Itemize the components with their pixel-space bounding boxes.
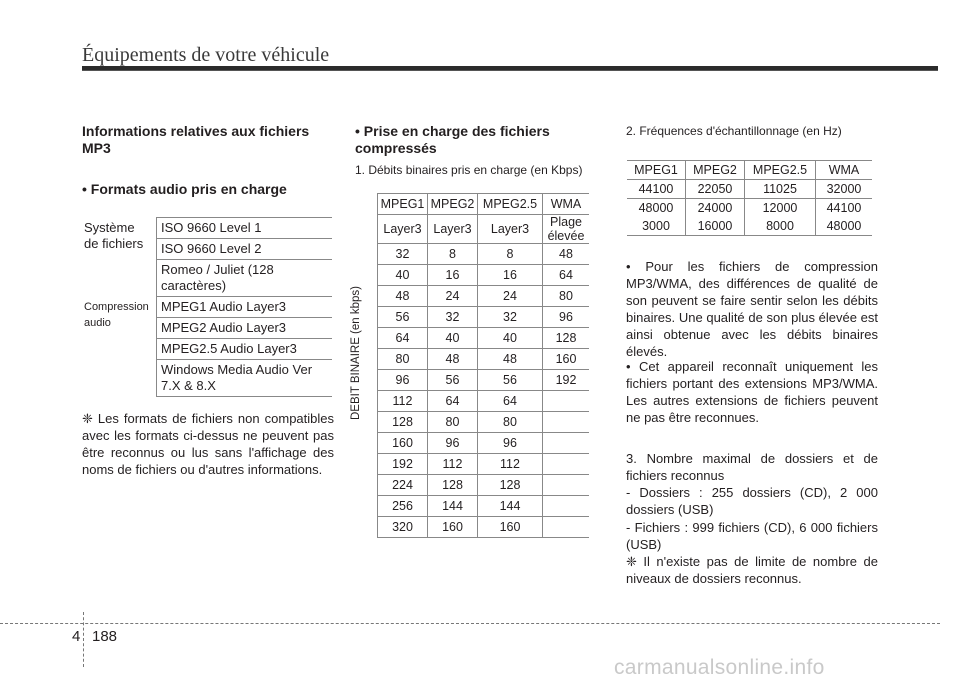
bitrates-header-row [378,194,590,215]
bitrate-row [378,391,590,412]
bitrate-axis-label: DEBIT BINAIRE (en kbps) [350,286,362,420]
footer-dashed-rule [0,623,940,624]
audio-formats-heading: • Formats audio pris en charge [82,181,287,197]
bitrate-cell: 16 [478,265,543,286]
column-header: MPEG2.5 [745,161,816,180]
bitrate-cell: 64 [428,391,478,412]
column-subheader: Layer3 [378,215,428,244]
compressed-files-heading: • Prise en charge des fichiers compressés [355,123,550,156]
freq-cell: 12000 [745,199,816,218]
format-row: ISO 9660 Level 2 [157,239,333,260]
header-rule-thin [82,70,938,71]
bitrate-cell: 192 [543,370,590,391]
bitrate-cell: 40 [378,265,428,286]
format-row: ISO 9660 Level 1 [157,218,333,239]
bitrate-cell: 128 [428,475,478,496]
bitrate-row [378,328,590,349]
bitrate-row [378,475,590,496]
freq-row [627,180,872,199]
bitrate-row [378,286,590,307]
category-audio-compression: Compression audio [84,300,149,329]
column-header: MPEG1 [627,161,686,180]
bitrate-cell: 112 [478,454,543,475]
bitrate-cell: 64 [543,265,590,286]
column-header: MPEG1 [378,194,428,215]
incompatible-formats-note: ❈ Les formats de fichiers non compatibles avec les formats ci-dessus ne peuvent pas être reconnus ou lus sans l'affichage des noms de fichiers ou d'autres informations. [82,411,334,477]
mp3-info-heading: Informations relatives aux fichiers MP3 [82,123,310,156]
bitrate-cell [543,475,590,496]
bitrate-row [378,244,590,265]
column-subheader: Layer3 [428,215,478,244]
bitrate-quality-bullet: • Pour les fichiers de compression MP3/WMA, des différences de qualité de son peuvent se faire sentir selon les débits binaires. Une qualité de son plus élevée est ainsi obtenue avec les débits binaires élevés. [626,259,878,359]
bitrate-cell: 32 [478,307,543,328]
bitrate-cell: 48 [428,349,478,370]
bitrate-row [378,496,590,517]
bitrate-cell: 96 [543,307,590,328]
bitrate-cell: 56 [478,370,543,391]
format-row: MPEG2 Audio Layer3 [157,318,333,339]
freq-cell: 16000 [686,217,745,236]
files-limit-line: - Fichiers : 999 fichiers (CD), 6 000 fichiers (USB) [626,520,878,552]
format-row: MPEG2.5 Audio Layer3 [157,339,333,360]
sampling-frequencies-table [627,160,872,236]
freq-header-row [627,161,872,180]
bitrate-cell: 160 [543,349,590,370]
bitrate-row [378,370,590,391]
page-header-title: Équipements de votre véhicule [82,44,330,66]
bitrate-cell: 144 [428,496,478,517]
freq-cell: 48000 [816,217,873,236]
bitrate-row [378,517,590,538]
audio-formats-table [82,217,332,397]
bitrate-cell: 40 [428,328,478,349]
bitrate-cell: 224 [378,475,428,496]
extensions-bullet: • Cet appareil reconnaît uniquement les fichiers portant des extensions MP3/WMA. Les autres extensions de fichiers peuvent ne pas être reconnues. [626,359,878,425]
site-watermark: carmanualsonline.info [614,656,825,679]
bitrate-cell [543,517,590,538]
bitrate-cell: 56 [378,307,428,328]
format-row: Romeo / Juliet (128 caractères) [157,260,333,297]
bitrate-cell: 144 [478,496,543,517]
footer-vertical-divider [83,612,84,667]
bitrate-cell: 80 [478,412,543,433]
column-subheader: Plage élevée [543,215,590,244]
column-header: MPEG2.5 [478,194,543,215]
freq-cell: 44100 [627,180,686,199]
freq-cell: 3000 [642,219,670,233]
bitrate-cell: 160 [378,433,428,454]
freq-cell: 11025 [745,180,816,199]
column-header: MPEG2 [428,194,478,215]
bitrate-cell: 80 [378,349,428,370]
bitrate-cell: 128 [478,475,543,496]
bitrate-cell: 320 [378,517,428,538]
bitrate-cell: 160 [428,517,478,538]
bitrate-cell: 80 [543,286,590,307]
section-number: 4 [72,628,81,645]
format-row: MPEG1 Audio Layer3 [157,297,333,318]
freq-row [627,217,872,236]
folder-levels-note: ❈ Il n'existe pas de limite de nombre de niveaux de dossiers reconnus. [626,554,878,586]
column-header: MPEG2 [686,161,745,180]
max-folders-item: 3. Nombre maximal de dossiers et de fichiers reconnus [626,451,878,483]
freq-cell: 44100 [816,199,873,218]
bitrate-cell: 112 [428,454,478,475]
bitrates-subheading: 1. Débits binaires pris en charge (en Kbps) [355,163,583,177]
bitrate-cell [543,412,590,433]
bitrate-cell: 64 [478,391,543,412]
bitrate-cell: 48 [378,286,428,307]
bitrate-cell: 256 [378,496,428,517]
sampling-frequencies-heading: 2. Fréquences d'échantillonnage (en Hz) [626,124,842,138]
bitrate-cell: 16 [428,265,478,286]
bitrate-cell: 112 [378,391,428,412]
page-number: 188 [92,628,118,645]
bitrate-cell: 40 [478,328,543,349]
bitrate-cell: 8 [478,244,543,265]
freq-cell: 24000 [686,199,745,218]
freq-cell: 8000 [745,217,816,236]
folders-limit-line: - Dossiers : 255 dossiers (CD), 2 000 dossiers (USB) [626,485,878,517]
bitrate-cell [543,391,590,412]
bitrate-cell: 96 [478,433,543,454]
freq-cell: 32000 [816,180,873,199]
bitrate-cell: 48 [543,244,590,265]
bitrate-row [378,349,590,370]
bitrate-cell [543,496,590,517]
bitrate-cell: 96 [428,433,478,454]
category-file-system: Système de fichiers [84,219,144,251]
bitrate-row [378,307,590,328]
bitrate-cell: 128 [378,412,428,433]
bitrate-cell: 24 [478,286,543,307]
column-header: WMA [543,194,590,215]
column-header: WMA [816,161,873,180]
column-subheader: Layer3 [478,215,543,244]
bitrate-cell: 56 [428,370,478,391]
format-row: Windows Media Audio Ver 7.X & 8.X [157,360,333,397]
bitrate-cell: 160 [478,517,543,538]
bitrates-table [377,193,589,538]
bitrate-cell: 32 [428,307,478,328]
bitrate-cell: 96 [378,370,428,391]
bitrate-cell: 48 [478,349,543,370]
bitrate-cell [543,433,590,454]
bitrate-row [378,265,590,286]
bitrate-row [378,454,590,475]
bitrate-row [378,433,590,454]
bitrate-row [378,412,590,433]
bitrate-cell: 80 [428,412,478,433]
bitrate-cell: 64 [378,328,428,349]
bitrates-subheader-row [378,215,590,244]
bitrate-cell: 24 [428,286,478,307]
bitrate-cell: 128 [543,328,590,349]
bitrate-cell: 32 [378,244,428,265]
freq-cell: 22050 [686,180,745,199]
freq-row [627,199,872,218]
bitrate-cell [543,454,590,475]
freq-cell: 48000 [638,201,674,215]
bitrate-cell: 192 [378,454,428,475]
bitrate-cell: 8 [428,244,478,265]
